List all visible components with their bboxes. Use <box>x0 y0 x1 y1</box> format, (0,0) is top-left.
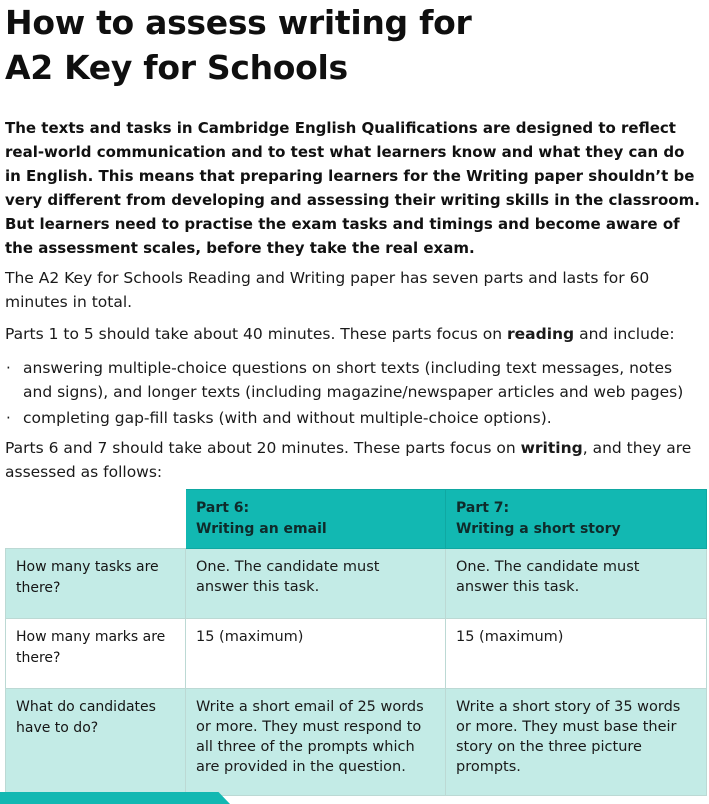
paper-overview-paragraph: The A2 Key for Schools Reading and Writing paper has seven parts and lasts for 60 minutes in total. <box>5 269 650 311</box>
table-row <box>6 689 707 796</box>
bullet-icon: · <box>6 409 11 427</box>
reading-keyword: reading <box>506 325 575 343</box>
row-question: How many tasks are there? <box>6 549 186 619</box>
part-7-cell: 15 (maximum) <box>446 619 707 689</box>
assessment-table <box>5 489 707 796</box>
part-6-cell: One. The candidate must answer this task. <box>186 549 446 619</box>
row-question: What do candidates have to do? <box>6 689 186 796</box>
writing-text-after: , and they are assessed as follows: <box>5 439 692 481</box>
table-row <box>6 549 707 619</box>
reading-tasks-list <box>5 356 705 432</box>
writing-parts-paragraph <box>5 436 705 484</box>
title-line-1: How to assess writing for <box>5 3 472 42</box>
table-row <box>6 619 707 689</box>
footer-accent-bar <box>0 792 230 804</box>
writing-text-before: Parts 6 and 7 should take about 20 minutes. These parts focus on <box>5 439 521 457</box>
page-title <box>5 0 471 90</box>
column-task-name: Writing an email <box>196 521 327 537</box>
bullet-icon: · <box>6 359 11 377</box>
part-6-cell: Write a short email of 25 words or more. They must respond to all three of the prompts which are provided in the question. <box>186 689 446 796</box>
intro-paragraph: The texts and tasks in Cambridge English Qualifications are designed to reflect real-world communication and to test what learners know and what they can do in English. This means that preparing learners for the Writing paper shouldn’t be very different from developing and assessing their writing skills in the classroom. But learners need to practise the exam tasks and timings and become aware of the assessment scales, before they take the real exam. <box>5 119 700 257</box>
column-part-label: Part 7: <box>456 500 510 516</box>
part-7-cell: One. The candidate must answer this task. <box>446 549 707 619</box>
list-item-text: answering multiple-choice questions on short texts (including text messages, notes and signs), and longer texts (including magazine/newspaper articles and web pages) <box>23 359 684 401</box>
column-header-part-6 <box>186 490 446 549</box>
table-header-row <box>6 490 707 549</box>
reading-parts-paragraph <box>5 322 705 346</box>
list-item <box>5 406 705 430</box>
writing-keyword: writing <box>520 439 583 457</box>
column-header-part-7 <box>446 490 707 549</box>
row-question: How many marks are there? <box>6 619 186 689</box>
reading-text-after: and include: <box>574 325 675 343</box>
column-task-name: Writing a short story <box>456 521 621 537</box>
title-line-2: A2 Key for Schools <box>5 48 348 87</box>
column-part-label: Part 6: <box>196 500 250 516</box>
reading-text-before: Parts 1 to 5 should take about 40 minutes. These parts focus on <box>5 325 507 343</box>
list-item <box>5 356 705 404</box>
list-item-text: completing gap-fill tasks (with and without multiple-choice options). <box>23 409 552 427</box>
part-7-cell: Write a short story of 35 words or more. They must base their story on the three picture prompts. <box>446 689 707 796</box>
table-corner-cell <box>6 490 186 549</box>
part-6-cell: 15 (maximum) <box>186 619 446 689</box>
